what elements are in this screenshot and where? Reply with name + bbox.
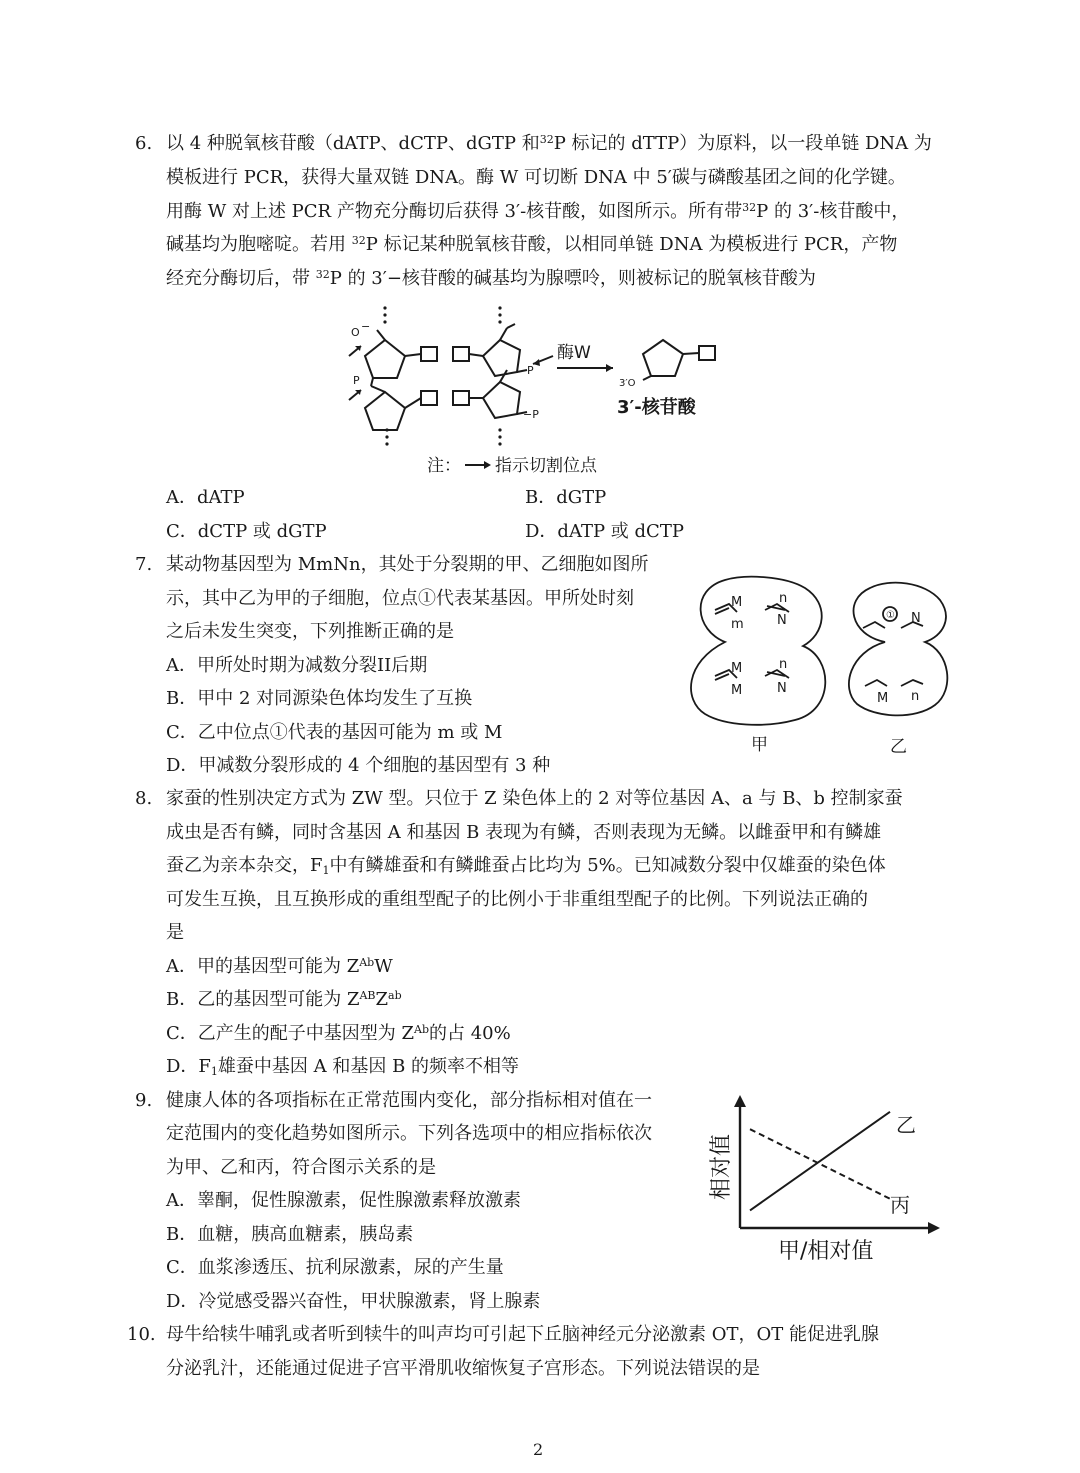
series-line-yi	[750, 1112, 890, 1211]
q7-option-d[interactable]: D．甲减数分裂形成的 4 个细胞的基因型有 3 种	[166, 755, 551, 776]
cell-yi-label: 乙	[890, 737, 907, 757]
q8-option-a[interactable]	[166, 956, 393, 978]
q7-text: 代表某基因。甲所处时刻	[436, 588, 634, 609]
subscript-1: 1	[322, 864, 330, 877]
q6-text: 经充分酶切后，带	[166, 268, 316, 289]
q9-line-1: 健康人体的各项指标在正常范围内变化，部分指标相对值在一	[166, 1090, 652, 1111]
q8-option-d[interactable]	[166, 1056, 519, 1078]
series-bing-label: 丙	[890, 1193, 910, 1217]
q10-line-2: 分泌乳汁，还能通过促进子宫平滑肌收缩恢复子宫形态。下列说法错误的是	[166, 1358, 760, 1379]
q8-text: 蚕乙为亲本杂交，F	[166, 855, 323, 876]
q7-option-b[interactable]: B．甲中 2 对同源染色体均发生了互换	[166, 688, 473, 709]
q6-text: 用酶 W 对上述 PCR 产物充分酶切后获得 3′-核苷酸，如图所示。所有带	[166, 201, 743, 222]
x-axis-arrow	[928, 1222, 940, 1234]
subscript-1: 1	[210, 1065, 218, 1078]
superscript-32: 32	[742, 201, 757, 214]
note-rest-label: 指示切割位点	[495, 456, 597, 476]
q7-line-3: 之后未发生突变，下列推断正确的是	[166, 621, 454, 642]
q6-text: 以 4 种脱氧核苷酸（dATP、dCTP、dGTP 和	[166, 133, 540, 154]
gene-N-2: N	[777, 681, 787, 696]
q6-text: 碱基均为胞嘧啶。若用	[166, 234, 352, 255]
q6-number: 6.	[135, 133, 153, 154]
chain-dots-left	[383, 306, 501, 445]
gene-m-1: m	[731, 617, 744, 632]
superscript-32: 32	[315, 268, 330, 281]
p-label-right: P	[527, 364, 534, 377]
q6-option-d[interactable]: D．dATP 或 dCTP	[525, 521, 684, 542]
q8-line-2: 成虫是否有鳞，同时含基因 A 和基因 B 表现为有鳞，否则表现为无鳞。以雌蚕甲和有鳞雄	[166, 822, 882, 843]
q7-text: 示，其中乙为甲的子细胞，位点	[166, 588, 418, 609]
q8-option-a-text: A．甲的基因型可能为 Z	[166, 956, 360, 977]
q8-number: 8.	[135, 788, 153, 809]
yi-chromosomes	[863, 622, 923, 686]
cell-yi-outline	[849, 583, 947, 716]
superscript-32: 32	[351, 234, 366, 247]
q8-option-d-text: D．F	[166, 1056, 211, 1077]
q7-option-a[interactable]: A．甲所处时期为减数分裂II后期	[166, 655, 428, 676]
q7-line-2	[166, 588, 634, 610]
gene-N-1: N	[777, 613, 787, 628]
q9-relative-value-chart	[700, 1092, 950, 1272]
q8-option-d-text: 雄蚕中基因 A 和基因 B 的频率不相等	[217, 1056, 520, 1077]
product-label: 3′-核苷酸	[617, 397, 696, 418]
series-line-bing	[750, 1129, 890, 1199]
y-axis-arrow	[734, 1095, 746, 1107]
minus-p-label: −P	[523, 408, 539, 421]
q8-line-4: 可发生互换，且互换形成的重组型配子的比例小于非重组型配子的比例。下列说法正确的	[166, 889, 868, 910]
q6-text: P 的 3′−核苷酸的碱基均为腺嘌呤，则被标记的脱氧核苷酸为	[329, 268, 816, 289]
q7-option-c-text: C．乙中位点	[166, 722, 270, 743]
cell-jia-label: 甲	[751, 735, 768, 755]
q9-line-2: 定范围内的变化趋势如图所示。下列各选项中的相应指标依次	[166, 1123, 652, 1144]
enzyme-w-label: 酶W	[557, 343, 591, 363]
gene-M-3: M	[731, 683, 743, 698]
circle-one-symbol: ①	[418, 588, 436, 609]
q7-number: 7.	[135, 554, 153, 575]
gene-M-2: M	[731, 661, 743, 676]
gene-N-3: N	[911, 611, 921, 626]
q8-option-c-text: C．乙产生的配子中基因型为 Z	[166, 1023, 414, 1044]
o-minus-label: O	[351, 326, 360, 339]
superscript-ab: ab	[388, 989, 402, 1002]
q6-line-4	[166, 234, 897, 256]
minus-label: −	[361, 320, 371, 333]
q6-option-b[interactable]: B．dGTP	[525, 487, 607, 508]
q7-cell-figure	[685, 570, 955, 770]
three-o-label: 3′O	[619, 378, 636, 389]
q9-number: 9.	[135, 1090, 153, 1111]
q10-line-1: 母牛给犊牛哺乳或者听到犊牛的叫声均可引起下丘脑神经元分泌激素 OT，OT 能促进乳腺	[166, 1324, 879, 1345]
q8-option-a-text: W	[374, 956, 393, 977]
q8-option-b-text: B．乙的基因型可能为 Z	[166, 989, 360, 1010]
q9-line-3: 为甲、乙和丙，符合图示关系的是	[166, 1157, 436, 1178]
q7-option-c-text: 代表的基因可能为 m 或 M	[287, 722, 503, 743]
superscript-Ab: Ab	[359, 956, 375, 969]
note-label: 注：	[427, 456, 461, 476]
q6-text: P 标记某种脱氧核苷酸，以相同单链 DNA 为模板进行 PCR，产物	[365, 234, 898, 255]
q6-line-2: 模板进行 PCR，获得大量双链 DNA。酶 W 可切断 DNA 中 5′碳与磷酸基团之间的化学键。	[166, 167, 906, 188]
q8-line-5: 是	[166, 922, 184, 943]
y-axis-label: 相对值	[709, 1133, 734, 1200]
q10-number: 10.	[127, 1324, 156, 1345]
locus-one-label: ①	[886, 610, 895, 621]
q6-line-1	[166, 133, 932, 155]
q7-option-c[interactable]	[166, 722, 502, 744]
q9-option-a[interactable]: A．睾酮，促性腺激素，促性腺激素释放激素	[166, 1190, 521, 1211]
q6-text: P 标记的 dTTP）为原料，以一段单链 DNA 为	[553, 133, 932, 154]
q8-option-c-text: 的占 40%	[429, 1023, 511, 1044]
superscript-AB: AB	[359, 989, 376, 1002]
superscript-32: 32	[539, 133, 554, 146]
q6-option-c[interactable]: C．dCTP 或 dGTP	[166, 521, 327, 542]
gene-M-1: M	[731, 595, 743, 610]
cell-jia-outline	[691, 577, 825, 725]
q9-option-d[interactable]: D．冷觉感受器兴奋性，甲状腺激素，肾上腺素	[166, 1291, 541, 1312]
gene-M-4: M	[877, 691, 889, 706]
superscript-Ab: Ab	[414, 1023, 429, 1036]
x-axis-label: 甲/相对值	[778, 1239, 874, 1264]
page-number: 2	[533, 1440, 544, 1459]
circle-one-symbol: ①	[269, 722, 288, 743]
q9-option-b[interactable]: B．血糖，胰高血糖素，胰岛素	[166, 1224, 414, 1245]
q6-nucleotide-figure	[335, 300, 735, 480]
q8-option-b[interactable]	[166, 989, 402, 1011]
q6-option-a[interactable]: A．dATP	[166, 487, 245, 508]
q8-text: 中有鳞雄蚕和有鳞雌蚕占比均为 5%。已知减数分裂中仅雄蚕的染色体	[329, 855, 886, 876]
q6-line-3	[166, 201, 909, 223]
gene-n-3: n	[911, 689, 920, 704]
gene-n-2: n	[779, 657, 788, 672]
q8-line-3	[166, 855, 886, 877]
q8-option-c[interactable]	[166, 1023, 511, 1045]
q9-option-c[interactable]: C．血浆渗透压、抗利尿激素，尿的产生量	[166, 1257, 504, 1278]
series-yi-label: 乙	[896, 1113, 916, 1137]
q8-line-1: 家蚕的性别决定方式为 ZW 型。只位于 Z 染色体上的 2 对等位基因 A、a 与 B、b 控制家蚕	[166, 788, 903, 809]
q6-line-5	[166, 268, 816, 290]
q8-option-b-text: Z	[375, 989, 389, 1010]
q7-line-1: 某动物基因型为 MmNn，其处于分裂期的甲、乙细胞如图所	[166, 554, 649, 575]
gene-n-1: n	[779, 591, 788, 606]
p-label-left: P	[353, 374, 360, 387]
q6-text: P 的 3′-核苷酸中，	[756, 201, 910, 222]
